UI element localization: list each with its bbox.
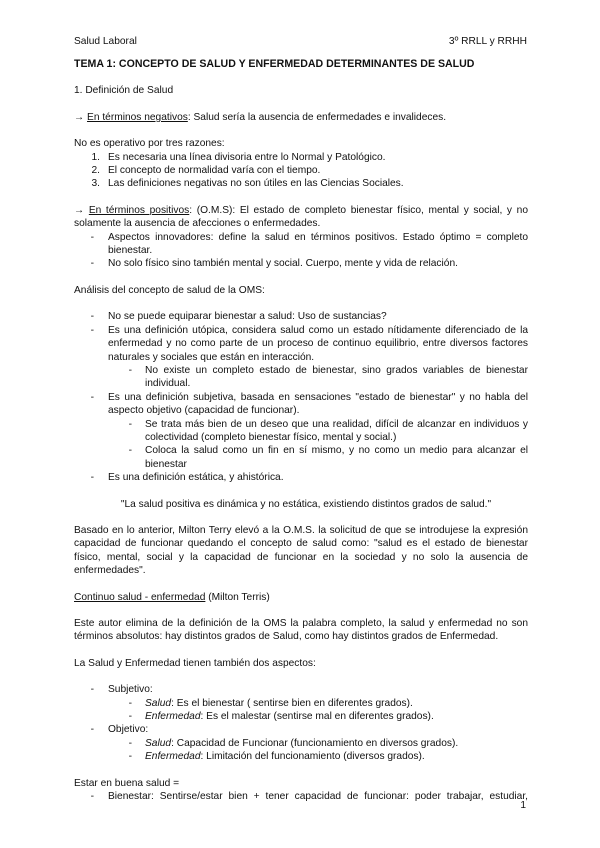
- page-title: TEMA 1: CONCEPTO DE SALUD Y ENFERMEDAD DETERMINANTES DE SALUD: [74, 58, 475, 70]
- list-item: - Objetivo:: [90, 724, 149, 736]
- list-item: - Salud: Es el bienestar ( sentirse bien en diferentes grados).: [128, 697, 413, 709]
- positive-label: En términos positivos: [88, 204, 190, 216]
- terry-paragraph: Basado en lo anterior, Milton Terry elevó a la O.M.S. la solicitud de que se introdujese la expresión capacidad de funcionar quedando el concepto de salud como: "salud es el estado de bienestar físico, mental, social y la capacidad de funcionar en la sociedad y no solo la ausencia de enfermedades".: [74, 524, 528, 577]
- arrow-icon: →: [74, 111, 88, 123]
- list-item: - Es una definición estática, y ahistórica.: [90, 472, 284, 484]
- buena-salud-heading: Estar en buena salud =: [74, 777, 180, 789]
- analysis-heading: Análisis del concepto de salud de la OMS:: [74, 284, 265, 296]
- list-item: - Enfermedad: Es el malestar (sentirse mal en diferentes grados).: [128, 711, 434, 723]
- list-item: 1. Es necesaria una línea divisoria entre lo Normal y Patológico.: [91, 151, 386, 163]
- negative-label: En términos negativos: [87, 111, 188, 123]
- list-item: - Se trata más bien de un deseo que una realidad, difícil de alcanzar en individuos y colectividad (completo bienestar físico, mental y social.): [128, 418, 528, 443]
- list-item: - No se puede equiparar bienestar a salud: Uso de sustancias?: [90, 311, 387, 323]
- continuo-heading: Continuo salud - enfermedad (Milton Terris): [74, 591, 270, 603]
- section-heading: 1. Definición de Salud: [74, 85, 174, 97]
- negative-text: : Salud sería la ausencia de enfermedades e invalideces.: [187, 111, 447, 123]
- negative-definition: [74, 111, 528, 124]
- document-body: [74, 58, 528, 803]
- list-item: - Subjetivo:: [90, 684, 153, 696]
- header-course: Salud Laboral: [74, 36, 137, 47]
- list-item: - Es una definición utópica, considera salud como un estado nítidamente diferenciado de la enfermedad y no como parte de un proceso de continuo equilibrio, entre diversos factores naturales y sociales que están en interacción.: [90, 324, 528, 363]
- list-item: 2. El concepto de normalidad varía con el tiempo.: [91, 165, 321, 177]
- list-item: - Salud: Capacidad de Funcionar (funcionamiento en diversos grados).: [128, 737, 459, 749]
- list-item: - No solo físico sino también mental y social. Cuerpo, mente y vida de relación.: [90, 258, 458, 270]
- list-item: - No existe un completo estado de bienestar, sino grados variables de bienestar individual.: [128, 364, 528, 390]
- list-item: - Coloca la salud como un fin en sí mismo, y no como un medio para alcanzar el bienestar: [128, 445, 528, 470]
- list-item: - Enfermedad: Limitación del funcionamiento (diversos grados).: [128, 751, 425, 763]
- aspects-intro: La Salud y Enfermedad tienen también dos aspectos:: [74, 657, 316, 669]
- list-item: 3. Las definiciones negativas no son útiles en las Ciencias Sociales.: [91, 178, 404, 190]
- page-number: 1: [520, 800, 526, 811]
- quote: "La salud positiva es dinámica y no estática, existiendo distintos grados de salud.": [120, 498, 492, 510]
- list-item: - Aspectos innovadores: define la salud en términos positivos. Estado óptimo = completo bienestar.: [90, 231, 528, 257]
- positive-definition: [74, 204, 528, 231]
- header-year: 3º RRLL y RRHH: [448, 36, 527, 47]
- continuo-paragraph: Este autor elimina de la definición de la OMS la palabra completo, la salud y enfermedad no son términos absolutos: hay distintos grados de Salud, como hay distintos grados de Enfermedad.: [74, 618, 528, 643]
- arrow-icon: →: [74, 204, 89, 216]
- list-item: - Es una definición subjetiva, basada en sensaciones "estado de bienestar" y no habla del aspecto objetivo (capacidad de funcionar).: [90, 391, 528, 417]
- reasons-intro: No es operativo por tres razones:: [74, 138, 225, 150]
- list-item: - Bienestar: Sentirse/estar bien + tener capacidad de funcionar: poder trabajar, estudiar,: [90, 791, 528, 803]
- positive-text: : (O.M.S): El estado de completo bienestar físico, mental y social, y no solamente la ausencia de afecciones o enfermedades.: [74, 204, 528, 230]
